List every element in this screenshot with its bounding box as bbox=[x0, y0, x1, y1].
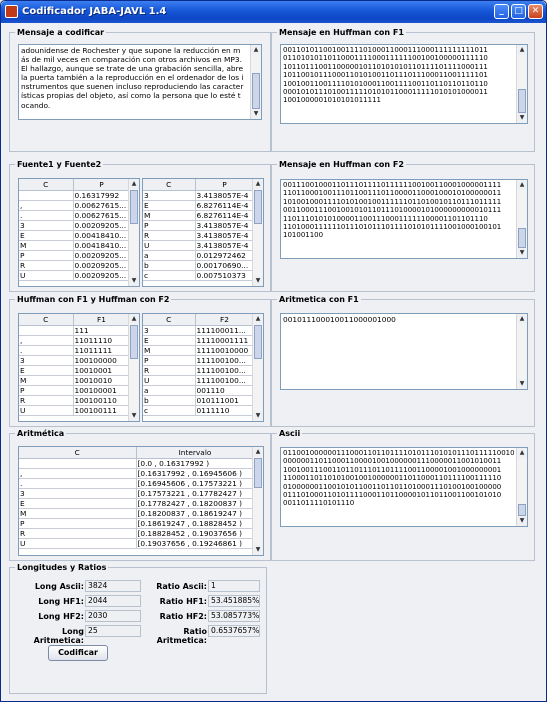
codificar-button[interactable]: Codificar bbox=[48, 645, 108, 661]
mensaje-line: ocando. bbox=[21, 100, 51, 110]
table-cell: 3.4138057E-4 bbox=[195, 220, 254, 230]
table-cell: E bbox=[19, 365, 73, 375]
panel-stats-title: Longitudes y Ratios bbox=[17, 563, 107, 572]
huffman-f2-line: 101001100 bbox=[283, 231, 324, 240]
fuente2-scrollbar[interactable] bbox=[252, 179, 263, 286]
scroll-up-icon[interactable]: ▲ bbox=[253, 314, 263, 324]
table-cell bbox=[19, 458, 136, 468]
table-row[interactable] bbox=[19, 325, 130, 335]
aritmetica-f1-scrollbar[interactable] bbox=[516, 314, 527, 389]
table-cell: 0111110 bbox=[195, 405, 254, 415]
column-header[interactable]: C bbox=[19, 447, 136, 458]
close-icon: ✕ bbox=[531, 6, 540, 16]
table-row[interactable] bbox=[143, 210, 254, 220]
table-cell bbox=[19, 325, 73, 335]
table-row[interactable] bbox=[19, 200, 130, 210]
scroll-thumb[interactable] bbox=[130, 325, 138, 359]
huffman-f2-line: 1101100010011101100111011000011000100010100000011 bbox=[283, 189, 502, 198]
huffman-f1-line: 0001010111010011111010101100011111010101000011 bbox=[283, 88, 488, 97]
column-header[interactable]: C bbox=[19, 179, 73, 190]
table-cell: 3.4138057E-4 bbox=[195, 230, 254, 240]
table-cell: M bbox=[19, 375, 73, 385]
table-cell: R bbox=[143, 365, 195, 375]
column-header[interactable]: C bbox=[143, 314, 195, 325]
ascii-line: 0111010001101011110001101100001011011001100101010 bbox=[283, 491, 502, 500]
aritmetica-table[interactable] bbox=[18, 446, 264, 556]
table-cell: 010111001 bbox=[195, 395, 254, 405]
table-row[interactable] bbox=[19, 345, 130, 355]
scroll-up-icon[interactable]: ▲ bbox=[517, 448, 527, 458]
table-cell: [0.17573221 , 0.17782427 ) bbox=[136, 488, 254, 498]
table-row[interactable] bbox=[19, 355, 130, 365]
fuente2-table[interactable] bbox=[142, 178, 264, 287]
scroll-up-icon[interactable]: ▲ bbox=[129, 179, 139, 189]
scroll-down-icon[interactable]: ▼ bbox=[129, 411, 139, 421]
panel-stats bbox=[9, 563, 267, 694]
panel-ascii bbox=[271, 429, 535, 561]
app-icon[interactable] bbox=[5, 5, 18, 18]
panel-aritmetica bbox=[9, 429, 271, 561]
scroll-down-icon[interactable]: ▼ bbox=[253, 276, 263, 286]
table-row[interactable] bbox=[143, 250, 254, 260]
aritmetica-scrollbar[interactable] bbox=[252, 447, 263, 555]
table-cell: 100100111 bbox=[73, 405, 130, 415]
scroll-down-icon[interactable]: ▼ bbox=[517, 113, 527, 123]
fuente1-scrollbar[interactable] bbox=[128, 179, 139, 286]
aritmetica-f1-textarea[interactable] bbox=[280, 313, 528, 390]
table-row[interactable] bbox=[19, 250, 130, 260]
huffman-f1-line: 1001001100111101010001100111100110110110110110 bbox=[283, 79, 488, 88]
table-cell: [0.17782427 , 0.18200837 ) bbox=[136, 498, 254, 508]
scroll-down-icon[interactable]: ▼ bbox=[253, 545, 263, 555]
column-header[interactable]: C bbox=[19, 314, 73, 325]
minimize-button[interactable] bbox=[494, 4, 509, 19]
huffman-f1-line: 1011001011100011010100110111011100011001111101 bbox=[283, 71, 488, 80]
huffman-f2-scrollbar[interactable] bbox=[516, 180, 527, 258]
table-row[interactable] bbox=[19, 508, 254, 518]
long-ascii-value: 3824 bbox=[85, 580, 141, 592]
mensaje-line: adounidense de Rochester y que supone la reducción en m bbox=[21, 46, 241, 55]
aritmetica-f1-text: 001011100010011000001000 bbox=[283, 315, 396, 324]
ascii-line: 1100011011010100100100000011011000110111100111110 bbox=[283, 474, 502, 483]
table-cell: 3 bbox=[19, 220, 73, 230]
codigos-f1-scrollbar[interactable] bbox=[128, 314, 139, 421]
table-cell: [0.18200837 , 0.18619247 ) bbox=[136, 508, 254, 518]
column-header[interactable]: Intervalo bbox=[136, 447, 254, 458]
panel-fuentes bbox=[9, 160, 271, 292]
mensaje-line: ás de mil veces en comparación con otros archivos en MP3. bbox=[21, 55, 242, 65]
mensaje-line: ísticas propias del objeto, así como la persona que lo esté t bbox=[21, 91, 241, 101]
table-cell: 0.00209205... bbox=[73, 260, 130, 270]
table-cell: 111100011... bbox=[195, 325, 254, 335]
main-content bbox=[4, 23, 543, 699]
table-cell: R bbox=[19, 395, 73, 405]
scroll-down-icon[interactable]: ▼ bbox=[129, 276, 139, 286]
table-cell: 11011110 bbox=[73, 335, 130, 345]
table-cell: P bbox=[143, 355, 195, 365]
table-cell: 0.00209205... bbox=[73, 220, 130, 230]
codigos-f2-table[interactable] bbox=[142, 313, 264, 422]
table-cell: 100100000 bbox=[73, 355, 130, 365]
table-cell: . bbox=[19, 345, 73, 355]
table-row[interactable] bbox=[19, 385, 130, 395]
table-row[interactable] bbox=[143, 260, 254, 270]
table-row[interactable] bbox=[19, 395, 130, 405]
huffman-f2-line: 0011000111001001010110111010000101000000000010111 bbox=[283, 206, 502, 215]
scroll-down-icon[interactable]: ▼ bbox=[253, 411, 263, 421]
long-ascii-label: Long Ascii: bbox=[34, 582, 84, 591]
table-cell: [0.18619247 , 0.18828452 ) bbox=[136, 518, 254, 528]
scroll-thumb[interactable] bbox=[518, 89, 526, 113]
panel-mensaje-title: Mensaje a codificar bbox=[17, 28, 105, 37]
table-row[interactable] bbox=[19, 260, 130, 270]
table-cell: 3 bbox=[19, 488, 136, 498]
long-aritmetica-label: Long Aritmetica: bbox=[33, 627, 84, 645]
table-row[interactable] bbox=[19, 365, 130, 375]
scroll-up-icon[interactable]: ▲ bbox=[253, 179, 263, 189]
mensaje-scrollbar[interactable] bbox=[250, 45, 261, 119]
panel-mensaje bbox=[9, 28, 271, 152]
table-cell: 11110010000 bbox=[195, 345, 254, 355]
table-cell: b bbox=[143, 260, 195, 270]
scroll-thumb[interactable] bbox=[254, 325, 262, 359]
huffman-f2-line: 0011100100011011101111011111100100110001000001111 bbox=[283, 181, 502, 189]
long-hf2-value: 2030 bbox=[85, 610, 141, 622]
codigos-f1-table[interactable] bbox=[18, 313, 140, 422]
table-cell: 11011111 bbox=[73, 345, 130, 355]
table-cell: 0.16317992 bbox=[73, 190, 130, 200]
huffman-f1-line: 1011011100110000010110101010110111101111000111 bbox=[283, 62, 488, 71]
table-cell: 111 bbox=[73, 325, 130, 335]
scroll-down-icon[interactable]: ▼ bbox=[251, 109, 261, 119]
column-header[interactable]: F1 bbox=[73, 314, 130, 325]
table-cell: 3 bbox=[19, 355, 73, 365]
table-cell: , bbox=[19, 468, 136, 478]
scroll-thumb[interactable] bbox=[518, 228, 526, 248]
table-row[interactable] bbox=[143, 240, 254, 250]
table-row[interactable] bbox=[19, 335, 130, 345]
ratio-hf1-value: 53.451885% bbox=[208, 595, 260, 607]
column-header[interactable]: P bbox=[195, 179, 254, 190]
table-cell: [0.0 , 0.16317992 ) bbox=[136, 458, 254, 468]
table-row[interactable] bbox=[143, 220, 254, 230]
huffman-f1-textarea[interactable] bbox=[280, 44, 528, 124]
panel-huffman-f1 bbox=[271, 28, 535, 152]
table-cell: 3.4138057E-4 bbox=[195, 240, 254, 250]
huffman-f1-line: 1001000001010101011111 bbox=[283, 96, 381, 105]
maximize-button[interactable] bbox=[511, 4, 526, 19]
table-cell: E bbox=[143, 335, 195, 345]
table-cell: 3.4138057E-4 bbox=[195, 190, 254, 200]
mensaje-line: la puerta también a la reproducción en el ordenador de los i bbox=[21, 73, 244, 83]
scroll-down-icon[interactable]: ▼ bbox=[517, 516, 527, 526]
table-cell: [0.19037656 , 0.19246861 ) bbox=[136, 538, 254, 548]
table-cell bbox=[19, 190, 73, 200]
table-cell: E bbox=[19, 498, 136, 508]
panel-aritmetica-f1 bbox=[271, 295, 535, 427]
ascii-textarea[interactable] bbox=[280, 447, 528, 527]
scroll-up-icon[interactable]: ▲ bbox=[517, 314, 527, 324]
mensaje-textarea[interactable] bbox=[18, 44, 262, 120]
table-row[interactable] bbox=[143, 335, 254, 345]
huffman-f2-line: 1101000111111011101011101111010101111001000100101 bbox=[283, 223, 502, 232]
table-cell: 001110 bbox=[195, 385, 254, 395]
panel-huffman-f2-title: Mensaje en Huffman con F2 bbox=[279, 160, 404, 169]
table-row[interactable] bbox=[143, 200, 254, 210]
table-cell: 0.00627615... bbox=[73, 210, 130, 220]
table-cell: , bbox=[19, 200, 73, 210]
table-cell: 3 bbox=[143, 190, 195, 200]
panel-codigos bbox=[9, 295, 271, 427]
ascii-line: 0000001101100011000010010000001110000011001010011 bbox=[283, 457, 502, 466]
table-row[interactable] bbox=[19, 405, 130, 415]
table-cell: 0.00209205... bbox=[73, 270, 130, 280]
table-cell: R bbox=[19, 260, 73, 270]
panel-ascii-title: Ascii bbox=[279, 429, 301, 438]
scroll-thumb[interactable] bbox=[252, 73, 260, 109]
table-cell: 6.8276114E-4 bbox=[195, 200, 254, 210]
table-cell: . bbox=[19, 210, 73, 220]
table-cell: 100100001 bbox=[73, 385, 130, 395]
ratio-hf1-label: Ratio HF1: bbox=[159, 597, 207, 606]
table-row[interactable] bbox=[143, 270, 254, 280]
codigos-f2-scrollbar[interactable] bbox=[252, 314, 263, 421]
table-cell: U bbox=[19, 405, 73, 415]
maximize-icon: □ bbox=[514, 6, 523, 16]
table-cell: 111100100... bbox=[195, 375, 254, 385]
table-cell: 0.00170690... bbox=[195, 260, 254, 270]
long-hf1-label: Long HF1: bbox=[38, 597, 84, 606]
table-cell: P bbox=[19, 250, 73, 260]
table-row[interactable] bbox=[19, 518, 254, 528]
scroll-thumb[interactable] bbox=[254, 458, 262, 488]
table-row[interactable] bbox=[143, 395, 254, 405]
table-cell: U bbox=[143, 375, 195, 385]
table-row[interactable] bbox=[19, 240, 130, 250]
huffman-f1-scrollbar[interactable] bbox=[516, 45, 527, 123]
table-row[interactable] bbox=[143, 230, 254, 240]
long-aritmetica-value: 25 bbox=[85, 625, 141, 637]
panel-aritmetica-f1-title: Aritmetica con F1 bbox=[279, 295, 359, 304]
ascii-line: 0011011110101110 bbox=[283, 499, 355, 508]
table-cell: U bbox=[143, 240, 195, 250]
scroll-up-icon[interactable]: ▲ bbox=[517, 45, 527, 55]
ascii-line: 0110010000001110001101101111010111010101110111110010 bbox=[283, 449, 515, 457]
table-cell: M bbox=[19, 240, 73, 250]
table-cell: 10010010 bbox=[73, 375, 130, 385]
table-row[interactable] bbox=[143, 325, 254, 335]
panel-codigos-title: Huffman con F1 y Huffman con F2 bbox=[17, 295, 170, 304]
table-cell: a bbox=[143, 385, 195, 395]
table-cell: P bbox=[19, 518, 136, 528]
table-row[interactable] bbox=[19, 458, 254, 468]
table-row[interactable] bbox=[143, 365, 254, 375]
table-row[interactable] bbox=[19, 528, 254, 538]
table-cell: b bbox=[143, 395, 195, 405]
table-cell: 0.00418410... bbox=[73, 230, 130, 240]
table-row[interactable] bbox=[19, 190, 130, 200]
column-header[interactable]: C bbox=[143, 179, 195, 190]
table-row[interactable] bbox=[19, 220, 130, 230]
huffman-f2-line: 1010010001111010100100111111011010010110111011111 bbox=[283, 197, 502, 206]
table-cell: 11110001111 bbox=[195, 335, 254, 345]
minimize-icon: _ bbox=[499, 6, 504, 16]
table-cell: . bbox=[19, 478, 136, 488]
table-cell: [0.16317992 , 0.16945606 ) bbox=[136, 468, 254, 478]
ratio-hf2-label: Ratio HF2: bbox=[159, 612, 207, 621]
window-title: Codificador JABA-JAVL 1.4 bbox=[22, 6, 167, 17]
column-header[interactable]: P bbox=[73, 179, 130, 190]
table-row[interactable] bbox=[143, 355, 254, 365]
table-cell: 0.00209205... bbox=[73, 250, 130, 260]
table-cell: [0.16945606 , 0.17573221 ) bbox=[136, 478, 254, 488]
huffman-f2-textarea[interactable] bbox=[280, 179, 528, 259]
table-cell: 100100110 bbox=[73, 395, 130, 405]
table-row[interactable] bbox=[143, 375, 254, 385]
scroll-thumb[interactable] bbox=[130, 190, 138, 224]
panel-fuentes-title: Fuente1 y Fuente2 bbox=[17, 160, 102, 169]
mensaje-text bbox=[21, 46, 249, 118]
table-cell: 0.012972462 bbox=[195, 250, 254, 260]
table-cell: 0.007510373 bbox=[195, 270, 254, 280]
table-cell: R bbox=[19, 528, 136, 538]
table-row[interactable] bbox=[19, 270, 130, 280]
table-cell: P bbox=[19, 385, 73, 395]
table-row[interactable] bbox=[143, 405, 254, 415]
table-row[interactable] bbox=[19, 488, 254, 498]
column-header[interactable]: F2 bbox=[195, 314, 254, 325]
long-hf1-value: 2044 bbox=[85, 595, 141, 607]
table-row[interactable] bbox=[19, 210, 130, 220]
table-cell: P bbox=[143, 220, 195, 230]
scroll-up-icon[interactable]: ▲ bbox=[251, 45, 261, 55]
huffman-f1-text bbox=[283, 46, 515, 122]
panel-huffman-f1-title: Mensaje en Huffman con F1 bbox=[279, 28, 404, 37]
scroll-down-icon[interactable]: ▼ bbox=[517, 379, 527, 389]
table-cell: U bbox=[19, 270, 73, 280]
mensaje-line: nstrumentos que suenen incluso reproduciendo las caracter bbox=[21, 82, 244, 92]
ascii-line: 0100000011001010110011011011010001110100100100000 bbox=[283, 482, 502, 491]
ratio-ascii-label: Ratio Ascii: bbox=[156, 582, 207, 591]
scroll-up-icon[interactable]: ▲ bbox=[253, 447, 263, 457]
table-cell: 0.00627615... bbox=[73, 200, 130, 210]
scroll-thumb[interactable] bbox=[518, 504, 526, 516]
table-cell: M bbox=[143, 345, 195, 355]
table-cell: 6.8276114E-4 bbox=[195, 210, 254, 220]
table-cell: R bbox=[143, 230, 195, 240]
table-cell: , bbox=[19, 335, 73, 345]
ratio-ascii-value: 1 bbox=[208, 580, 260, 592]
ratio-aritmetica-label: Ratio Aritmetica: bbox=[156, 627, 207, 645]
scroll-down-icon[interactable]: ▼ bbox=[517, 248, 527, 258]
table-row[interactable] bbox=[19, 498, 254, 508]
table-row[interactable] bbox=[19, 538, 254, 548]
ratio-hf2-value: 53.085773% bbox=[208, 610, 260, 622]
ratio-aritmetica-value: 0.6537657% bbox=[208, 625, 260, 637]
table-cell: c bbox=[143, 270, 195, 280]
huffman-f1-line: 0011010110010011110100011000111000111111111011 bbox=[283, 46, 488, 54]
table-cell: E bbox=[19, 230, 73, 240]
table-cell: M bbox=[143, 210, 195, 220]
table-row[interactable] bbox=[143, 385, 254, 395]
scroll-up-icon[interactable]: ▲ bbox=[129, 314, 139, 324]
huffman-f1-line: 0110101011011000111100011111100100100000111110 bbox=[283, 54, 488, 63]
table-cell: 10010001 bbox=[73, 365, 130, 375]
table-cell: c bbox=[143, 405, 195, 415]
table-cell: 3 bbox=[143, 325, 195, 335]
close-button[interactable] bbox=[528, 4, 543, 19]
fuente1-table[interactable] bbox=[18, 178, 140, 287]
table-row[interactable] bbox=[143, 345, 254, 355]
table-cell: [0.18828452 , 0.19037656 ) bbox=[136, 528, 254, 538]
long-hf2-label: Long HF2: bbox=[38, 612, 84, 621]
table-row[interactable] bbox=[19, 468, 254, 478]
scroll-thumb[interactable] bbox=[254, 190, 262, 224]
table-cell: E bbox=[143, 200, 195, 210]
huffman-f2-text bbox=[283, 181, 515, 257]
table-row[interactable] bbox=[19, 375, 130, 385]
ascii-scrollbar[interactable] bbox=[516, 448, 527, 526]
ascii-text bbox=[283, 449, 515, 525]
table-row[interactable] bbox=[19, 478, 254, 488]
huffman-f2-line: 1101110101010000110011100011111100001101101110 bbox=[283, 214, 488, 223]
table-cell: 111100100... bbox=[195, 355, 254, 365]
table-cell: U bbox=[19, 538, 136, 548]
panel-aritmetica-title: Aritmética bbox=[17, 429, 65, 438]
table-cell: M bbox=[19, 508, 136, 518]
table-cell: a bbox=[143, 250, 195, 260]
table-cell: 111100100... bbox=[195, 365, 254, 375]
ascii-line: 1001001110011011011101101111001100001001000000001 bbox=[283, 465, 502, 474]
table-row[interactable] bbox=[143, 190, 254, 200]
table-cell: 0.00418410... bbox=[73, 240, 130, 250]
mensaje-line: El hallazgo, aunque se trate de una grabación sencilla, abre bbox=[21, 64, 244, 74]
scroll-up-icon[interactable]: ▲ bbox=[517, 180, 527, 190]
table-row[interactable] bbox=[19, 230, 130, 240]
title-bar[interactable] bbox=[1, 1, 546, 23]
panel-huffman-f2 bbox=[271, 160, 535, 292]
